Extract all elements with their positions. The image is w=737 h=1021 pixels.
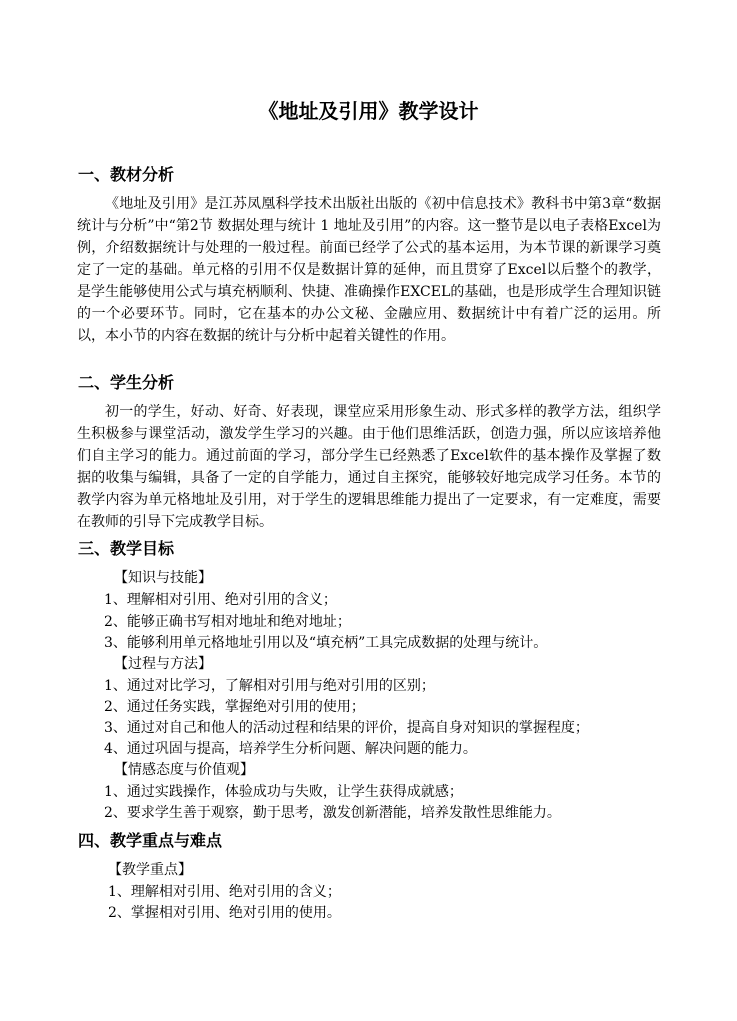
list-item: 1、理解相对引用、绝对引用的含义； <box>104 592 337 608</box>
list-item: 1、理解相对引用、绝对引用的含义； <box>108 884 341 900</box>
list-item: 2、掌握相对引用、绝对引用的使用。 <box>108 905 341 921</box>
group-label-teaching-focus: 【教学重点】 <box>108 862 192 878</box>
list-item: 1、通过实践操作，体验成功与失败，让学生获得成就感； <box>104 784 463 800</box>
list-item: 2、要求学生善于观察，勤于思考，激发创新潜能，培养发散性思维能力。 <box>104 805 561 821</box>
group-label-process-method: 【过程与方法】 <box>114 656 212 672</box>
section-heading-teaching-objectives: 三、教学目标 <box>78 539 175 558</box>
list-item: 1、通过对比学习，了解相对引用与绝对引用的区别； <box>104 678 435 694</box>
list-item: 3、能够利用单元格地址引用以及“填充柄”工具完成数据的处理与统计。 <box>104 635 548 651</box>
list-item: 2、能够正确书写相对地址和绝对地址； <box>104 614 351 630</box>
section-paragraph-textbook-analysis: 《地址及引用》是江苏凤凰科学技术出版社出版的《初中信息技术》教科书中第3章“数据统计与分析”中“第2节 数据处理与统计 1 地址及引用”的内容。这一整节是以电子表格Excel为例，介绍数据统计与处理的一般过程。前面已经学了公式的基本运用，为本节课的新课学习奠定了一定的基础。单元格的引用不仅是数据计算的延伸，而且贯穿了Excel以后整个的教学，是学生能够使用公式与填充柄顺利、快捷、准确操作EXCEL的基础，也是形成学生合理知识链的一个必要环节。同时，它在基本的办公文秘、金融应用、数据统计中有着广泛的运用。所以，本小节的内容在数据的统计与分析中起着关键性的作用。 <box>77 196 661 344</box>
section-heading-key-difficult-points: 四、教学重点与难点 <box>78 831 223 850</box>
list-item: 4、通过巩固与提高，培养学生分析问题、解决问题的能力。 <box>104 741 477 757</box>
group-label-knowledge-skills: 【知识与技能】 <box>114 570 212 586</box>
section-heading-student-analysis: 二、学生分析 <box>78 373 175 392</box>
group-label-emotion-values: 【情感态度与价值观】 <box>114 762 254 778</box>
section-paragraph-student-analysis: 初一的学生，好动、好奇、好表现，课堂应采用形象生动、形式多样的教学方法，组织学生积极参与课堂活动，激发学生学习的兴趣。由于他们思维活跃，创造力强，所以应该培养他们自主学习的能力。通过前面的学习，部分学生已经熟悉了Excel软件的基本操作及掌握了数据的收集与编辑，具备了一定的自学能力，通过自主探究，能够较好地完成学习任务。本节的教学内容为单元格地址及引用，对于学生的逻辑思维能力提出了一定要求，有一定难度，需要在教师的引导下完成教学目标。 <box>77 404 661 530</box>
document-title: 《地址及引用》教学设计 <box>258 99 479 123</box>
section-heading-textbook-analysis: 一、教材分析 <box>78 165 175 184</box>
list-item: 2、通过任务实践，掌握绝对引用的使用； <box>104 699 365 715</box>
list-item: 3、通过对自己和他人的活动过程和结果的评价，提高自身对知识的掌握程度； <box>104 720 589 736</box>
